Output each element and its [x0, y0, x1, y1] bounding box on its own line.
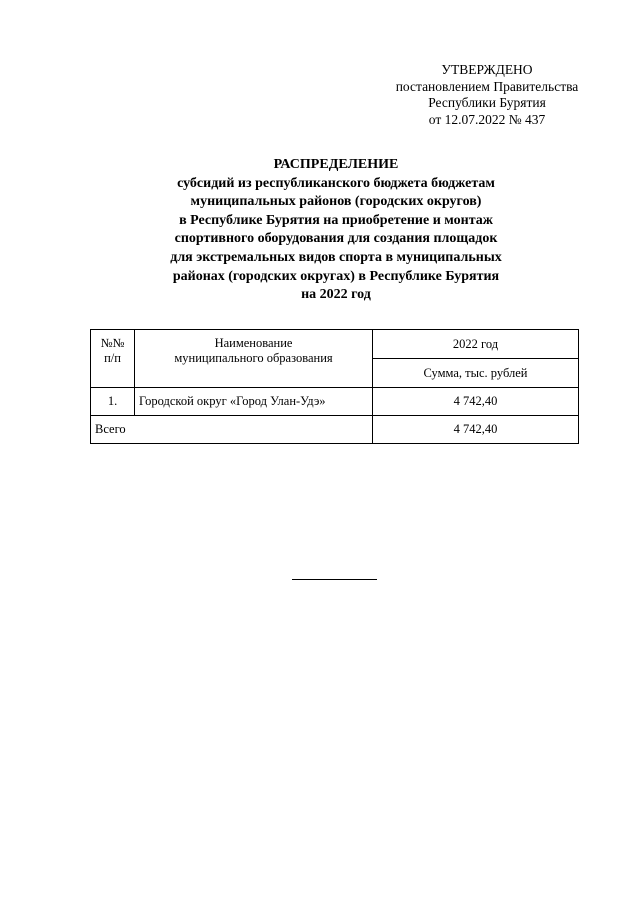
- header-amount: Сумма, тыс. рублей: [373, 359, 579, 388]
- title-line: спортивного оборудования для создания площадок: [174, 231, 498, 247]
- title-line: районах (городских округах) в Республике Бурятия: [172, 268, 500, 284]
- header-number-line2: п/п: [104, 351, 121, 365]
- approval-stamp: [390, 62, 584, 128]
- document-title: [120, 156, 552, 305]
- row-municipality: Городской округ «Город Улан-Удэ»: [135, 388, 373, 416]
- title-line: в Республике Бурятия на приобретение и монтаж: [179, 212, 493, 228]
- table-total-row: [91, 416, 579, 444]
- title-line: на 2022 год: [301, 287, 371, 303]
- title-line: муниципальных районов (городских округов): [190, 194, 482, 210]
- table-header-row: [91, 330, 579, 359]
- title-heading: РАСПРЕДЕЛЕНИЕ: [273, 157, 399, 172]
- header-number: [91, 330, 135, 388]
- header-name: [135, 330, 373, 388]
- header-year: 2022 год: [373, 330, 579, 359]
- table-row: [91, 388, 579, 416]
- distribution-table: [90, 329, 579, 444]
- title-line: для экстремальных видов спорта в муниципальных: [170, 249, 502, 265]
- header-number-line1: №№: [100, 336, 125, 350]
- header-name-line2: муниципального образования: [174, 351, 333, 365]
- approval-date: от 12.07.2022 № 437: [428, 111, 546, 127]
- approval-line: Республики Бурятия: [428, 95, 546, 110]
- end-divider: [292, 579, 377, 580]
- row-amount: 4 742,40: [373, 388, 579, 416]
- row-number: 1.: [91, 388, 135, 416]
- title-line: субсидий из республиканского бюджета бюджетам: [177, 175, 495, 191]
- approval-title: УТВЕРЖДЕНО: [441, 62, 533, 77]
- total-amount: 4 742,40: [373, 416, 579, 444]
- header-name-line1: Наименование: [214, 336, 293, 350]
- total-label: Всего: [91, 416, 373, 444]
- approval-line: постановлением Правительства: [395, 78, 579, 94]
